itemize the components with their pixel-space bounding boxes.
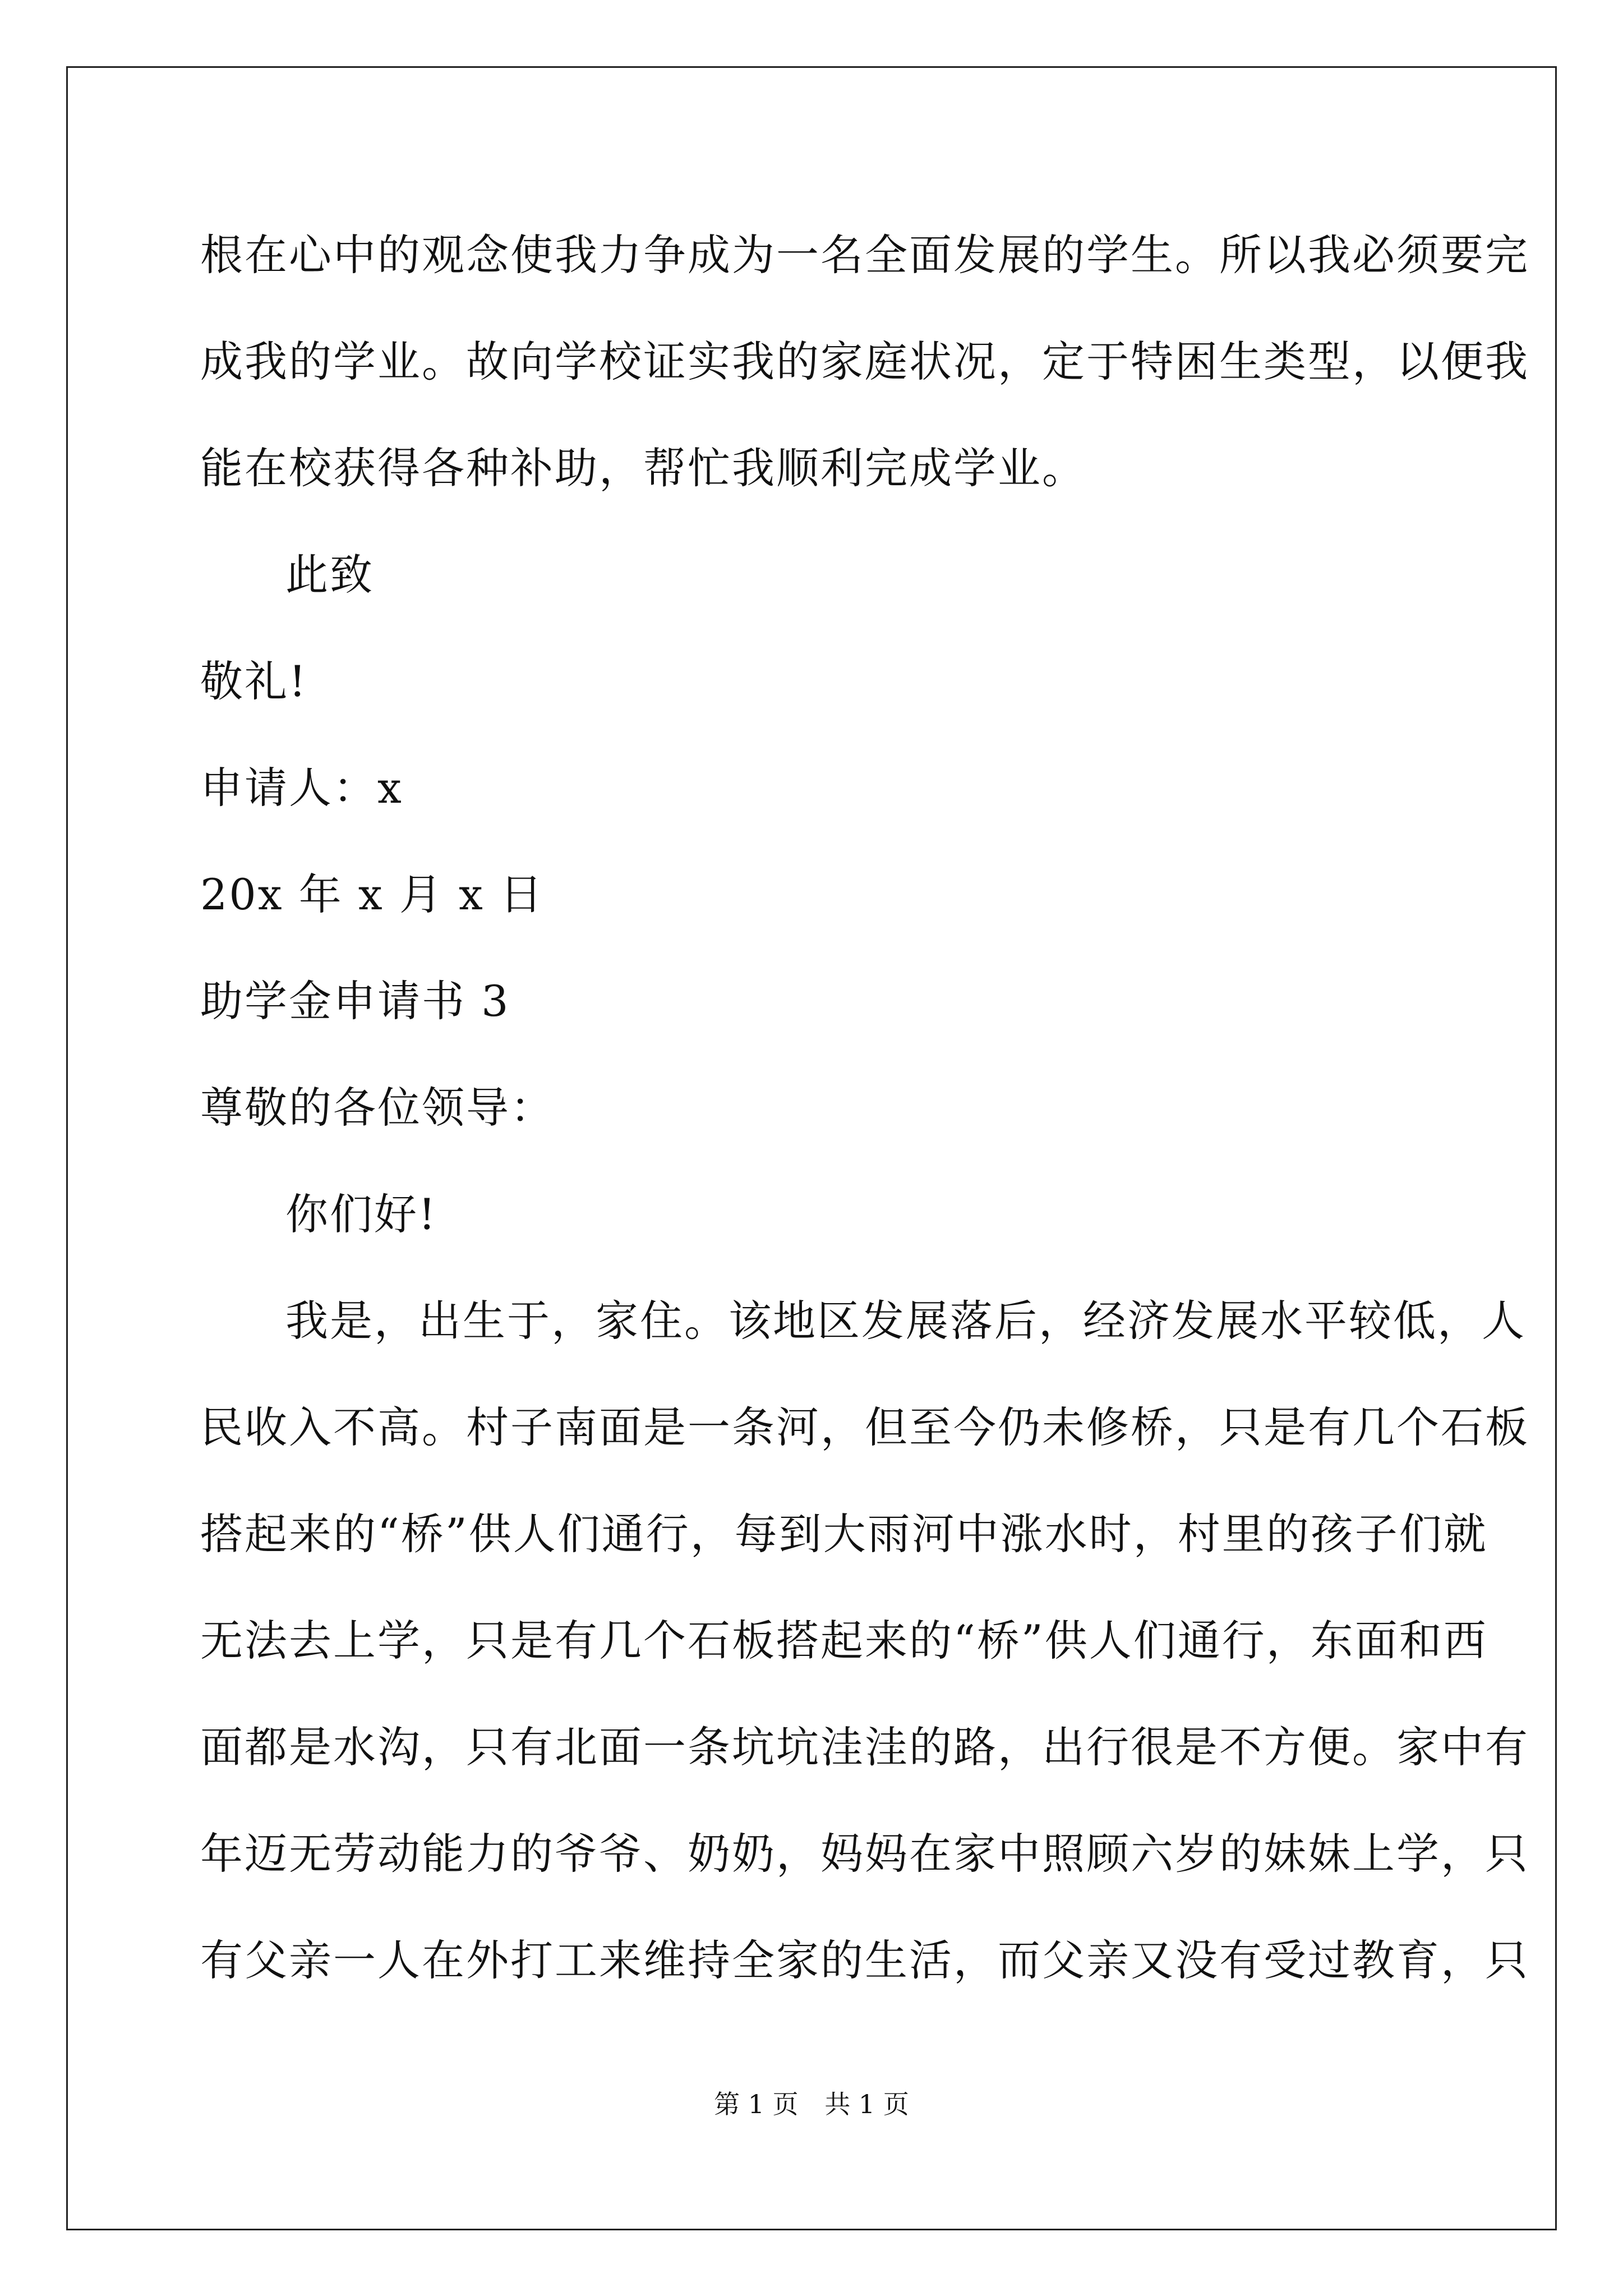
paragraph-line-6: 年迈无劳动能力的爷爷、奶奶，妈妈在家中照顾六岁的妹妹上学，只 bbox=[200, 1829, 1529, 1879]
text-line-1: 根在心中的观念使我力争成为一名全面发展的学生。所以我必须要完 bbox=[200, 230, 1529, 280]
paragraph-line-1: 我是，出生于，家住。该地区发展落后，经济发展水平较低，人 bbox=[285, 1296, 1526, 1346]
paragraph-line-7: 有父亲一人在外打工来维持全家的生活，而父亲又没有受过教育，只 bbox=[200, 1935, 1529, 1985]
paragraph-line-3: 搭起来的“桥”供人们通行，每到大雨河中涨水时，村里的孩子们就 bbox=[200, 1509, 1488, 1559]
document-body bbox=[200, 219, 1529, 2031]
page-total: 共 1 页 bbox=[824, 2089, 909, 2119]
applicant-line: 申请人：x bbox=[200, 763, 403, 813]
text-line-3: 能在校获得各种补助，帮忙我顺利完成学业。 bbox=[200, 443, 1086, 493]
page-number: 第 1 页 bbox=[714, 2089, 799, 2119]
addressee-line: 尊敬的各位领导： bbox=[200, 1083, 555, 1133]
greeting-line: 你们好! bbox=[285, 1189, 437, 1239]
text-line-2: 成我的学业。故向学校证实我的家庭状况，定于特困生类型，以便我 bbox=[200, 337, 1529, 386]
page-footer bbox=[0, 2084, 1623, 2121]
section-title: 助学金申请书 3 bbox=[200, 976, 510, 1026]
paragraph-line-4: 无法去上学，只是有几个石板搭起来的“桥”供人们通行，东面和西 bbox=[200, 1616, 1488, 1665]
paragraph-line-2: 民收入不高。村子南面是一条河，但至今仍未修桥，只是有几个石板 bbox=[200, 1402, 1529, 1452]
closing-regards: 敬礼! bbox=[200, 656, 308, 706]
paragraph-line-5: 面都是水沟，只有北面一条坑坑洼洼的路，出行很是不方便。家中有 bbox=[200, 1722, 1529, 1772]
closing-salutation: 此致 bbox=[285, 550, 374, 600]
date-line: 20x 年 x 月 x 日 bbox=[200, 869, 545, 919]
